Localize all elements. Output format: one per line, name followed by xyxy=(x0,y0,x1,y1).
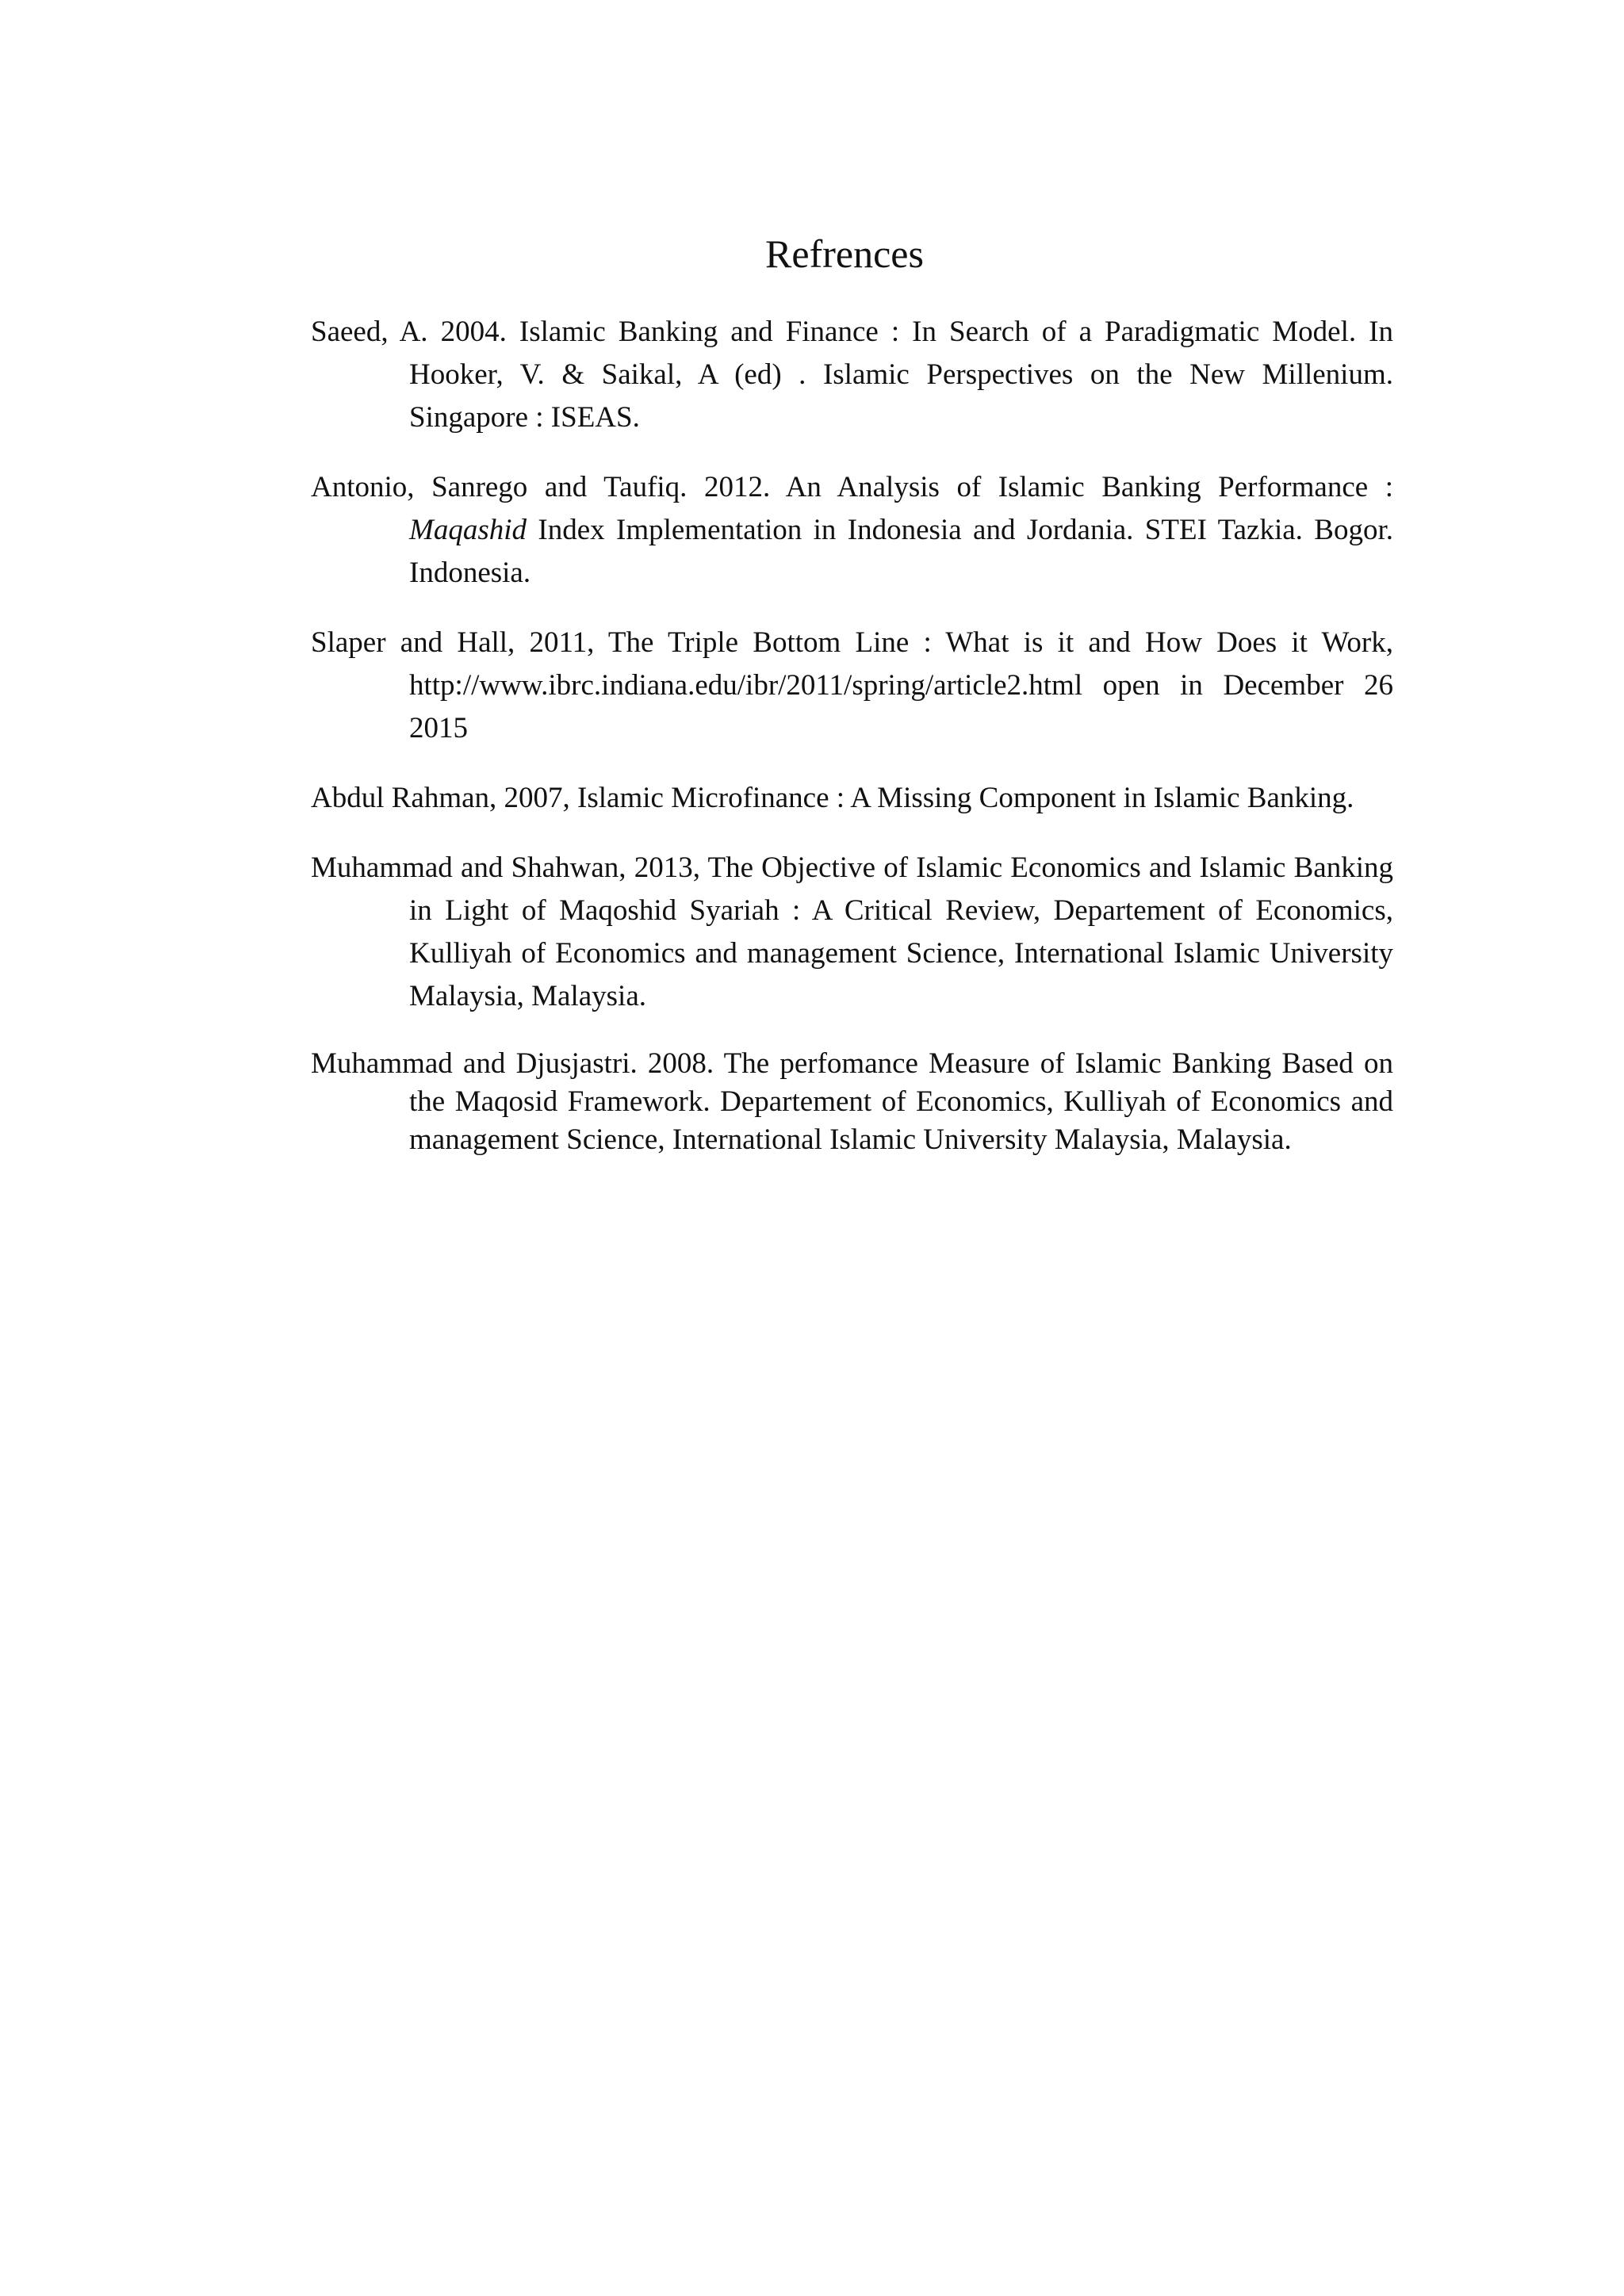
reference-text-after-italic: Index Implementation in Indonesia and Jordania. STEI Tazkia. Bogor. Indonesia. xyxy=(409,514,1393,589)
reference-item xyxy=(311,847,1393,1018)
reference-text: Muhammad and Djusjastri. 2008. The perfomance Measure of Islamic Banking Based on the Maqosid Framework. Departement of Economics, Kulliyah of Economics and management Science, International Islamic University Malaysia, Malaysia. xyxy=(311,1047,1393,1156)
page-title: Refrences xyxy=(765,232,924,276)
reference-text: Slaper and Hall, 2011, The Triple Bottom Line : What is it and How Does it Work, http://www.ibrc.indiana.edu/ibr/2011/spring/article2.html open in December 26 2015 xyxy=(311,626,1393,744)
reference-text: Saeed, A. 2004. Islamic Banking and Finance : In Search of a Paradigmatic Model. In Hooker, V. & Saikal, A (ed) . Islamic Perspectives on the New Millenium. Singapore : ISEAS. xyxy=(311,316,1393,434)
reference-item xyxy=(311,777,1393,820)
reference-text: Abdul Rahman, 2007, Islamic Microfinance : A Missing Component in Islamic Banking. xyxy=(311,782,1354,814)
reference-item xyxy=(311,311,1393,439)
reference-text: Muhammad and Shahwan, 2013, The Objective of Islamic Economics and Islamic Banking in Light of Maqoshid Syariah : A Critical Review, Departement of Economics, Kulliyah of Economics and management Science, International Islamic University Malaysia, Malaysia. xyxy=(311,851,1393,1012)
reference-item xyxy=(311,622,1393,750)
reference-text-before-italic: Antonio, Sanrego and Taufiq. 2012. An Analysis of Islamic Banking Performance : xyxy=(311,471,1393,503)
reference-italic-term: Maqashid xyxy=(409,514,527,546)
reference-item xyxy=(311,1045,1393,1159)
reference-list xyxy=(311,311,1393,1186)
reference-item xyxy=(311,466,1393,595)
